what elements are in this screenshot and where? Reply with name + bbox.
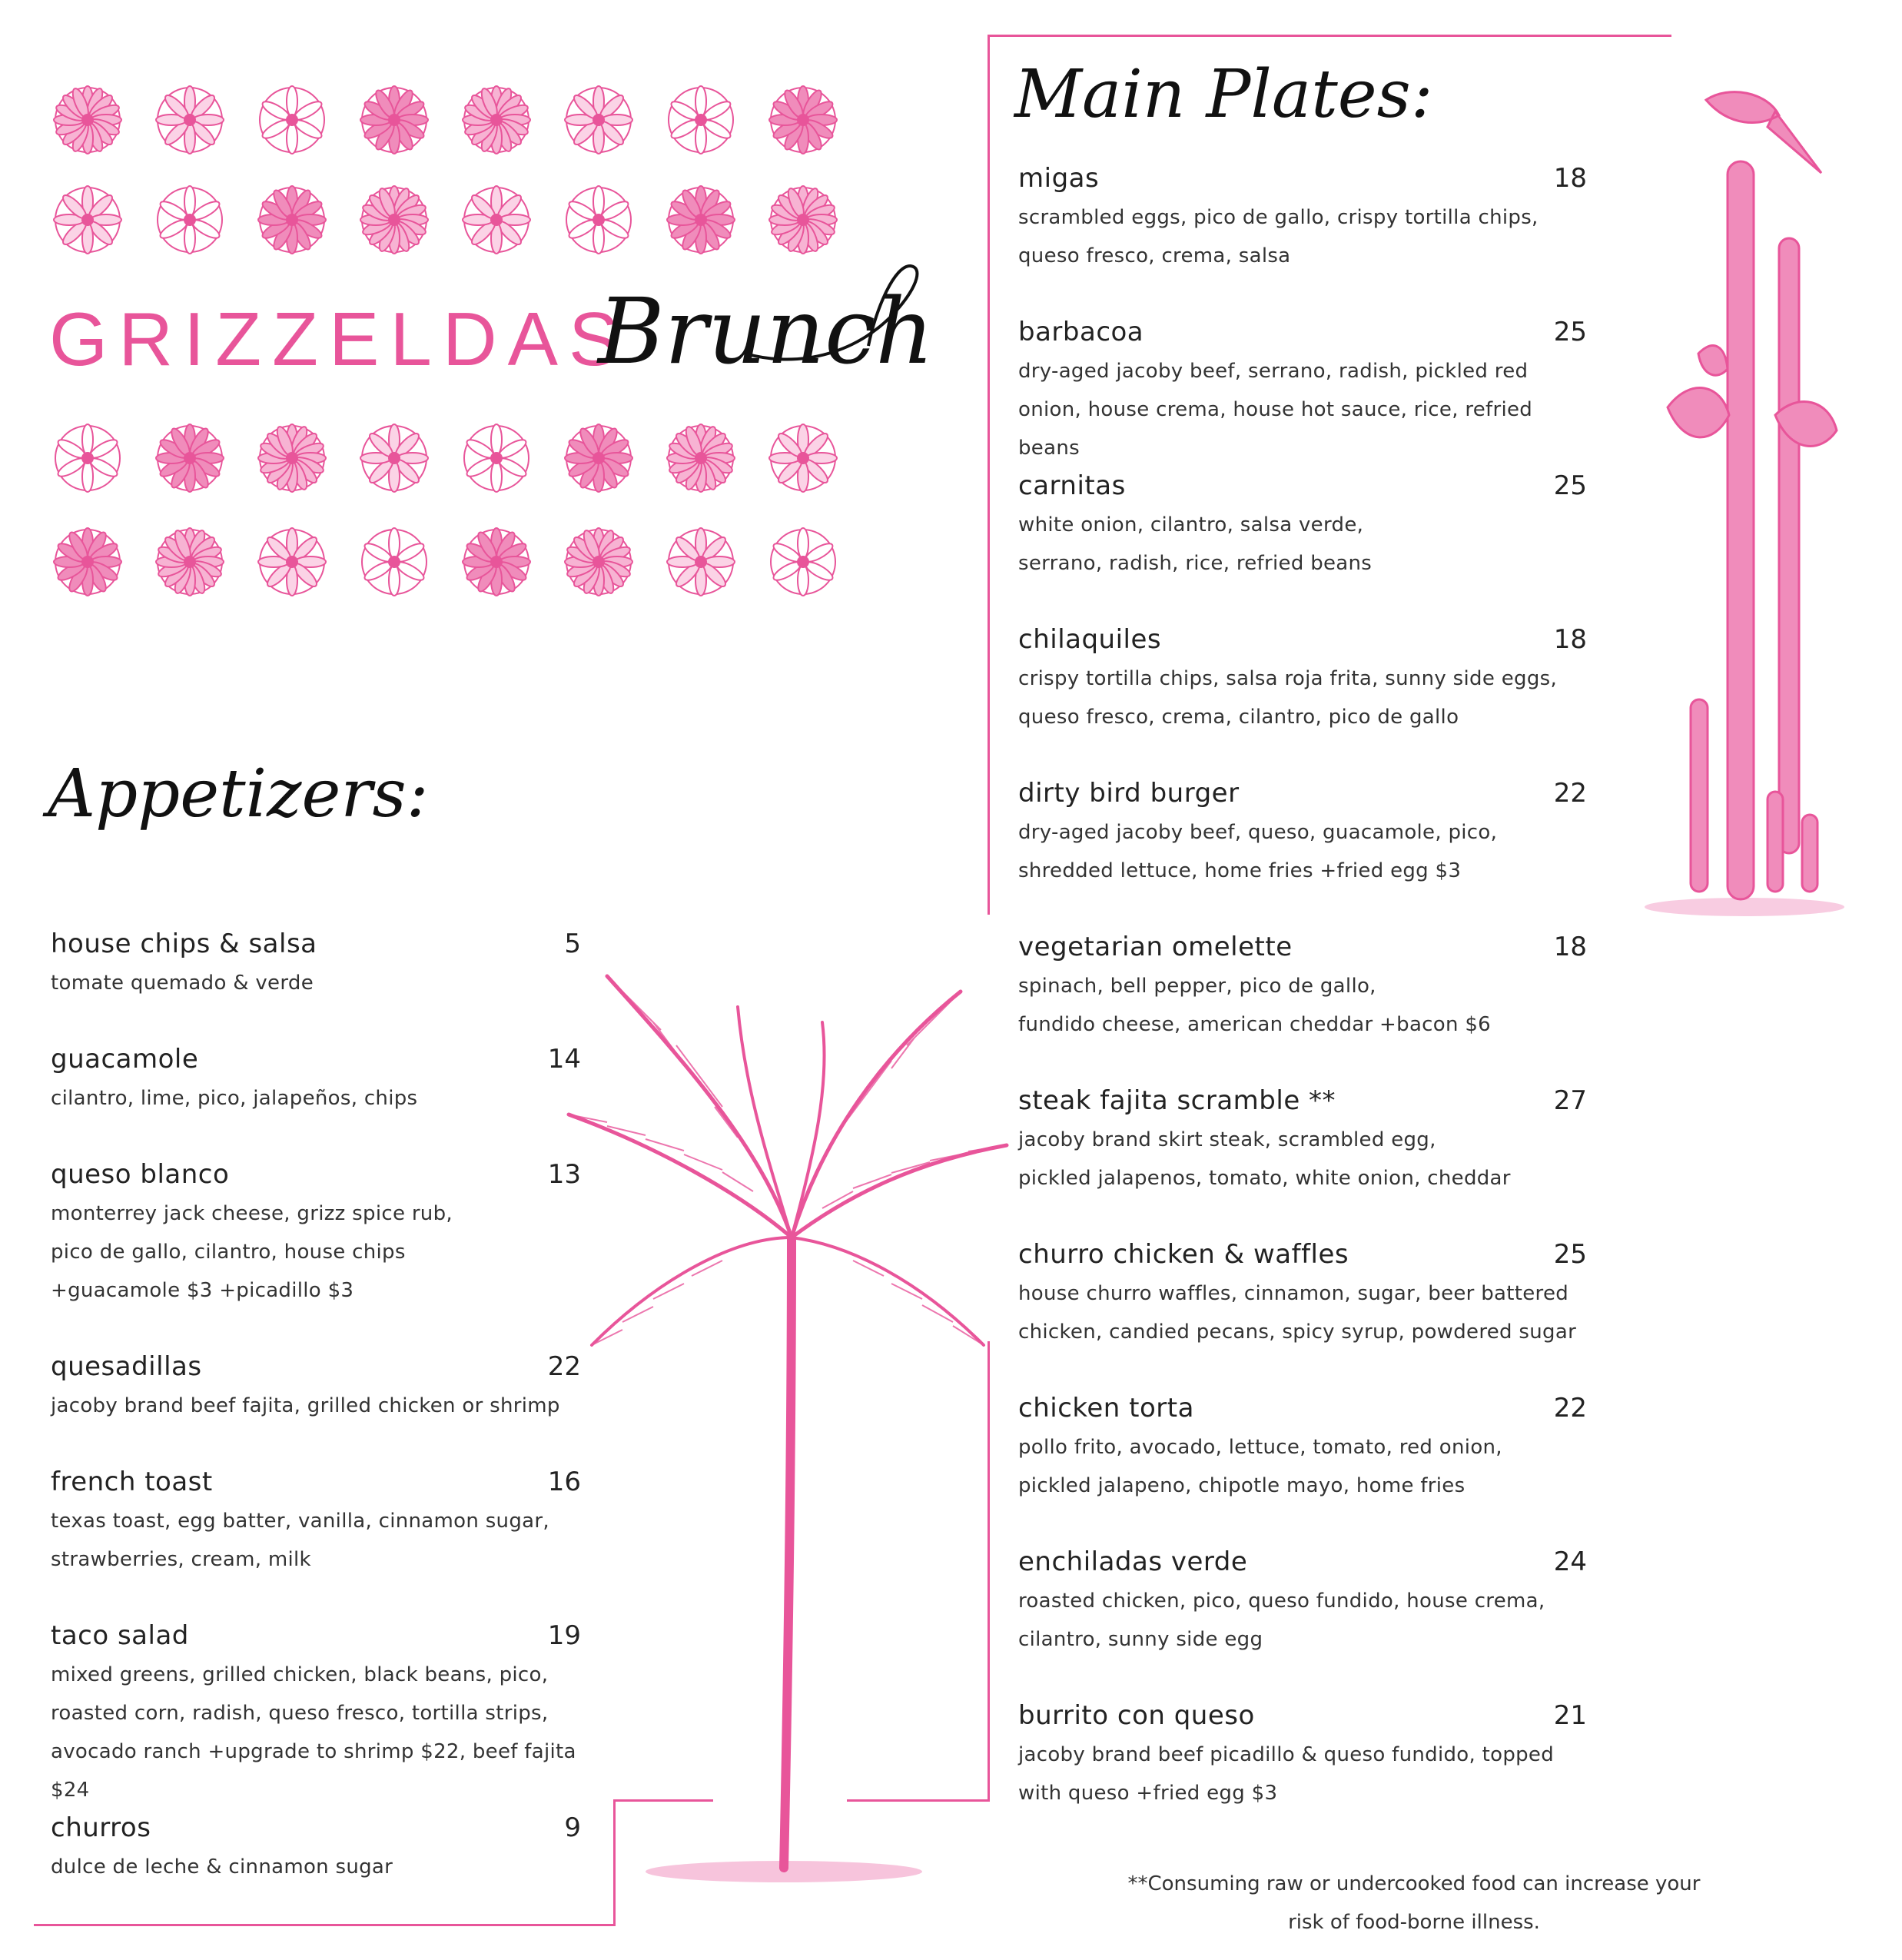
item-price: 9: [564, 1812, 581, 1843]
item-description: [51, 1387, 581, 1425]
menu-item: [1018, 932, 1587, 1044]
item-price: 25: [1553, 470, 1587, 501]
item-description: [1018, 659, 1587, 736]
rosette-ornament: [154, 85, 225, 155]
rosette-ornament: [768, 527, 838, 597]
rosette-ornament: [666, 85, 736, 155]
item-price: 19: [547, 1620, 581, 1651]
item-name: chicken torta: [1018, 1393, 1194, 1423]
item-price: 16: [547, 1467, 581, 1497]
frame-line: [34, 1924, 616, 1926]
item-description: [51, 1502, 581, 1579]
item-description: [1018, 1736, 1587, 1812]
rosette-ornament: [563, 184, 634, 255]
item-description: [51, 1194, 581, 1310]
item-price: 22: [1553, 778, 1587, 809]
item-description: [1018, 506, 1587, 583]
rosette-ornament: [666, 527, 736, 597]
menu-item: [1018, 163, 1587, 275]
appetizers-heading: Appetizers:: [48, 756, 429, 832]
description-line: chicken, candied pecans, spicy syrup, powdered sugar: [1018, 1321, 1577, 1344]
rosette-ornament: [461, 527, 532, 597]
description-line: queso fresco, crema, salsa: [1018, 244, 1291, 267]
rosette-ornament: [257, 527, 327, 597]
rosette-ornament: [461, 423, 532, 493]
item-price: 14: [547, 1044, 581, 1075]
description-line: crispy tortilla chips, salsa roja frita, sunny side eggs,: [1018, 667, 1558, 690]
description-line: fundido cheese, american cheddar +bacon $6: [1018, 1013, 1492, 1036]
description-line: cilantro, lime, pico, jalapeños, chips: [51, 1087, 418, 1110]
cactus-bird-illustration: [1645, 85, 1860, 938]
rosette-ornament: [359, 85, 430, 155]
description-line: cilantro, sunny side egg: [1018, 1628, 1263, 1651]
frame-line: [988, 35, 1671, 37]
menu-item: [51, 929, 581, 1002]
description-line: roasted corn, radish, queso fresco, tortilla strips,: [51, 1702, 549, 1725]
palm-tree-illustration: [561, 961, 1014, 1899]
rosette-ornament: [359, 423, 430, 493]
rosette-ornament: [666, 184, 736, 255]
rosette-ornament: [154, 527, 225, 597]
ornament-row: [52, 423, 838, 493]
description-line: spinach, bell pepper, pico de gallo,: [1018, 975, 1376, 998]
ornament-row: [52, 184, 838, 255]
rosette-ornament: [257, 423, 327, 493]
description-line: dry-aged jacoby beef, queso, guacamole, pico,: [1018, 821, 1498, 844]
rosette-ornament: [52, 85, 123, 155]
description-line: jacoby brand beef picadillo & queso fundido, topped: [1018, 1743, 1555, 1766]
item-name: migas: [1018, 163, 1100, 194]
item-name: vegetarian omelette: [1018, 932, 1293, 962]
item-name: burrito con queso: [1018, 1700, 1255, 1731]
footnote-line: risk of food-borne illness.: [1288, 1911, 1540, 1934]
item-name: chilaquiles: [1018, 624, 1162, 655]
item-description: [1018, 1428, 1587, 1505]
item-name: barbacoa: [1018, 317, 1144, 347]
item-name: steak fajita scramble **: [1018, 1085, 1336, 1116]
rosette-ornament: [52, 184, 123, 255]
item-price: 13: [547, 1159, 581, 1190]
menu-item: [1018, 1700, 1587, 1812]
rosette-ornament: [563, 527, 634, 597]
item-price: 18: [1553, 932, 1587, 962]
menu-item: [51, 1620, 581, 1809]
rosette-ornament: [359, 527, 430, 597]
item-price: 21: [1553, 1700, 1587, 1731]
item-description: [51, 1848, 581, 1886]
footnote: [1091, 1865, 1737, 1942]
description-line: shredded lettuce, home fries +fried egg $3: [1018, 859, 1462, 882]
description-line: dry-aged jacoby beef, serrano, radish, pickled red: [1018, 360, 1529, 383]
item-description: [51, 1656, 581, 1809]
rosette-ornament: [154, 184, 225, 255]
item-price: 18: [1553, 624, 1587, 655]
item-price: 22: [547, 1351, 581, 1382]
item-name: house chips & salsa: [51, 929, 317, 959]
rosette-ornament: [768, 184, 838, 255]
logo-flourish: [738, 261, 938, 377]
description-line: white onion, cilantro, salsa verde,: [1018, 513, 1364, 537]
description-line: scrambled eggs, pico de gallo, crispy tortilla chips,: [1018, 206, 1539, 229]
description-line: jacoby brand skirt steak, scrambled egg,: [1018, 1128, 1436, 1151]
footnote-line: **Consuming raw or undercooked food can increase your: [1127, 1872, 1701, 1895]
item-name: quesadillas: [51, 1351, 202, 1382]
menu-item: [51, 1467, 581, 1579]
menu-item: [51, 1812, 581, 1886]
item-name: churros: [51, 1812, 151, 1843]
menu-item: [1018, 1546, 1587, 1659]
item-description: [1018, 967, 1587, 1044]
item-name: french toast: [51, 1467, 213, 1497]
description-line: strawberries, cream, milk: [51, 1548, 311, 1571]
menu-item: [1018, 1393, 1587, 1505]
item-price: 24: [1553, 1546, 1587, 1577]
description-line: texas toast, egg batter, vanilla, cinnamon sugar,: [51, 1510, 549, 1533]
rosette-ornament: [666, 423, 736, 493]
description-line: jacoby brand beef fajita, grilled chicken or shrimp: [51, 1394, 560, 1417]
menu-item: [1018, 778, 1587, 890]
item-name: queso blanco: [51, 1159, 230, 1190]
item-price: 25: [1553, 317, 1587, 347]
description-line: dulce de leche & cinnamon sugar: [51, 1855, 393, 1879]
rosette-ornament: [563, 85, 634, 155]
logo-wordmark: GRIZZELDAS: [49, 297, 630, 381]
rosette-ornament: [461, 85, 532, 155]
menu-item: [1018, 1085, 1587, 1198]
description-line: pickled jalapeno, chipotle mayo, home fries: [1018, 1474, 1466, 1497]
description-line: pico de gallo, cilantro, house chips: [51, 1241, 406, 1264]
item-description: [1018, 1582, 1587, 1659]
description-line: house churro waffles, cinnamon, sugar, beer battered: [1018, 1282, 1569, 1305]
item-description: [1018, 198, 1587, 275]
rosette-ornament: [257, 184, 327, 255]
ornament-row: [52, 85, 838, 155]
item-description: [1018, 1121, 1587, 1198]
item-price: 25: [1553, 1239, 1587, 1270]
item-name: taco salad: [51, 1620, 189, 1651]
item-name: churro chicken & waffles: [1018, 1239, 1349, 1270]
item-description: [1018, 813, 1587, 890]
item-name: guacamole: [51, 1044, 199, 1075]
rosette-ornament: [52, 423, 123, 493]
description-line: tomate quemado & verde: [51, 972, 314, 995]
menu-item: [1018, 1239, 1587, 1351]
logo-subtitle: Brunch: [598, 278, 934, 384]
description-line: pollo frito, avocado, lettuce, tomato, red onion,: [1018, 1436, 1502, 1459]
item-description: [1018, 1274, 1587, 1351]
item-description: [51, 964, 581, 1002]
rosette-ornament: [257, 85, 327, 155]
rosette-ornament: [52, 527, 123, 597]
menu-item: [51, 1351, 581, 1425]
item-description: [51, 1079, 581, 1118]
ornament-row: [52, 527, 838, 597]
rosette-ornament: [768, 423, 838, 493]
menu-item: [1018, 624, 1587, 736]
description-line: roasted chicken, pico, queso fundido, house crema,: [1018, 1590, 1545, 1613]
menu-item: [51, 1044, 581, 1118]
rosette-ornament: [359, 184, 430, 255]
frame-line: [988, 35, 990, 915]
item-price: 27: [1553, 1085, 1587, 1116]
item-description: [1018, 352, 1587, 467]
menu-item: [51, 1159, 581, 1310]
description-line: mixed greens, grilled chicken, black beans, pico,: [51, 1663, 549, 1686]
item-name: enchiladas verde: [1018, 1546, 1248, 1577]
main-plates-heading: Main Plates:: [1014, 56, 1433, 133]
rosette-ornament: [563, 423, 634, 493]
description-line: avocado ranch +upgrade to shrimp $22, beef fajita $24: [51, 1740, 576, 1802]
item-name: dirty bird burger: [1018, 778, 1240, 809]
rosette-ornament: [768, 85, 838, 155]
rosette-ornament: [154, 423, 225, 493]
item-price: 5: [564, 929, 581, 959]
description-line: +guacamole $3 +picadillo $3: [51, 1279, 354, 1302]
item-name: carnitas: [1018, 470, 1126, 501]
menu-item: [1018, 470, 1587, 583]
item-price: 18: [1553, 163, 1587, 194]
description-line: queso fresco, crema, cilantro, pico de gallo: [1018, 706, 1459, 729]
description-line: serrano, radish, rice, refried beans: [1018, 552, 1373, 575]
menu-item: [1018, 317, 1587, 467]
rosette-ornament: [461, 184, 532, 255]
description-line: pickled jalapenos, tomato, white onion, cheddar: [1018, 1167, 1511, 1190]
description-line: onion, house crema, house hot sauce, rice, refried beans: [1018, 398, 1533, 460]
item-price: 22: [1553, 1393, 1587, 1423]
description-line: monterrey jack cheese, grizz spice rub,: [51, 1202, 453, 1225]
description-line: with queso +fried egg $3: [1018, 1782, 1278, 1805]
